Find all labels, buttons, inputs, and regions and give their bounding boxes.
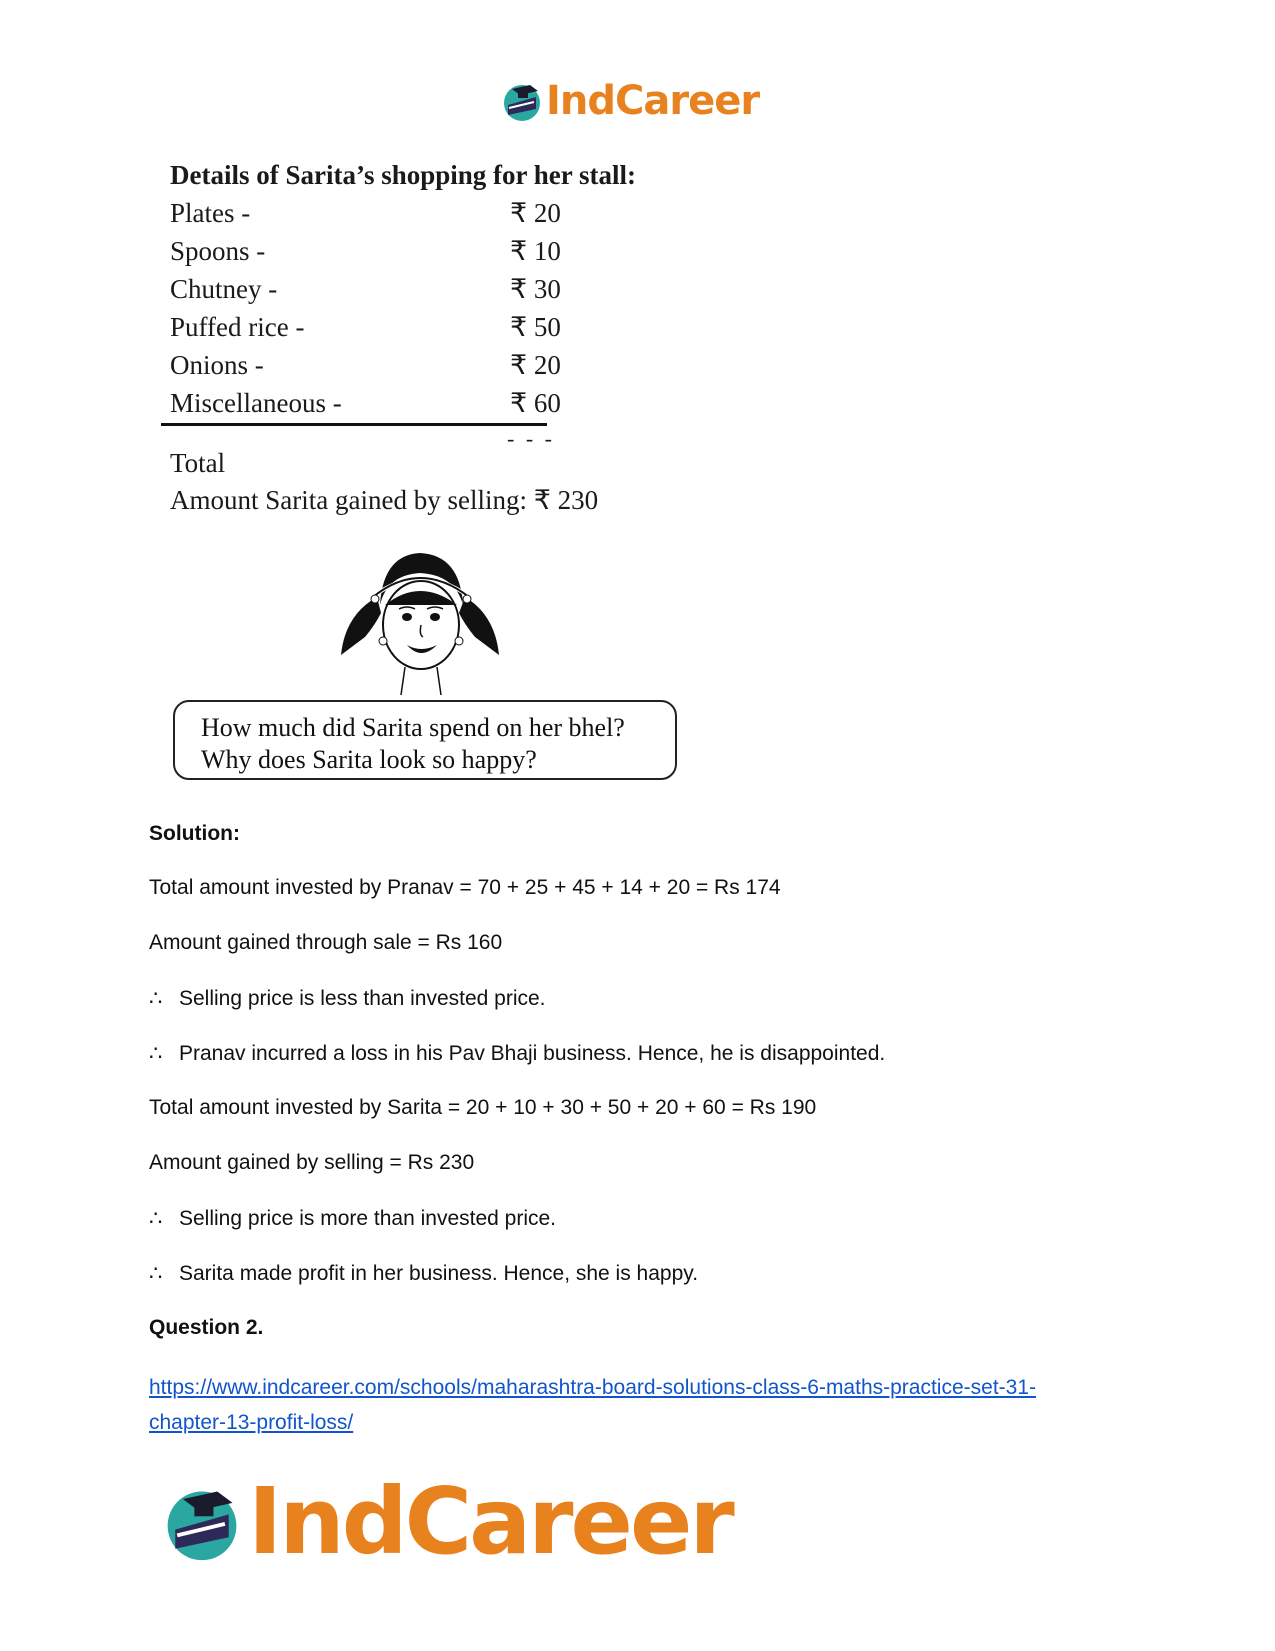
question-2-heading: Question 2.: [149, 1316, 264, 1339]
therefore-symbol: ∴: [149, 1262, 163, 1285]
item-label: Spoons -: [170, 236, 266, 266]
item-price: ₹ 10: [510, 236, 561, 266]
solution-line: ∴ Sarita made profit in her business. Hence, she is happy.: [149, 1262, 699, 1285]
gained-amount: Amount Sarita gained by selling: ₹ 230: [170, 485, 599, 515]
bubble-line-2: Why does Sarita look so happy?: [201, 745, 537, 774]
graduation-globe-icon: [500, 79, 544, 123]
solution-heading: Solution:: [149, 822, 240, 845]
total-label: Total: [170, 448, 226, 478]
graduation-globe-icon: [160, 1480, 244, 1564]
total-divider: [161, 423, 547, 426]
solution-line: ∴ Selling price is less than invested price.: [149, 987, 546, 1010]
solution-line: Amount gained through sale = Rs 160: [149, 931, 503, 954]
indcareer-logo-bottom: [160, 1468, 732, 1575]
speech-bubble: [173, 700, 677, 780]
item-price: ₹ 50: [510, 312, 561, 342]
therefore-symbol: ∴: [149, 1042, 163, 1065]
therefore-symbol: ∴: [149, 987, 163, 1010]
shopping-title: Details of Sarita’s shopping for her stall:: [170, 160, 637, 190]
item-label: Miscellaneous -: [170, 388, 342, 418]
solution-line: Amount gained by selling = Rs 230: [149, 1151, 475, 1174]
item-price: ₹ 30: [510, 274, 561, 304]
bubble-line-1: How much did Sarita spend on her bhel?: [201, 713, 625, 742]
solution-line: Total amount invested by Pranav = 70 + 25 + 45 + 14 + 20 = Rs 174: [149, 876, 781, 899]
source-link[interactable]: https://www.indcareer.com/schools/maharashtra-board-solutions-class-6-maths-practice-set-31-: [149, 1376, 1037, 1399]
solution-line: Total amount invested by Sarita = 20 + 10 + 30 + 50 + 20 + 60 = Rs 190: [149, 1096, 817, 1119]
item-price: ₹ 20: [510, 350, 561, 380]
item-price: ₹ 20: [510, 198, 561, 228]
item-price: ₹ 60: [510, 388, 561, 418]
item-label: Plates -: [170, 198, 251, 228]
logo-wordmark: IndCareer: [248, 1468, 732, 1575]
solution-line: ∴ Selling price is more than invested price.: [149, 1207, 557, 1230]
sarita-illustration: [335, 545, 505, 695]
therefore-symbol: ∴: [149, 1207, 163, 1230]
solution-line: ∴ Pranav incurred a loss in his Pav Bhaji business. Hence, he is disappointed.: [149, 1042, 886, 1065]
item-label: Puffed rice -: [170, 312, 305, 342]
source-link-continued[interactable]: chapter-13-profit-loss/: [149, 1411, 354, 1434]
total-blank: - - -: [507, 426, 555, 451]
item-label: Onions -: [170, 350, 264, 380]
logo-wordmark: IndCareer: [546, 78, 760, 124]
item-label: Chutney -: [170, 274, 278, 304]
indcareer-logo-top: [500, 78, 759, 124]
